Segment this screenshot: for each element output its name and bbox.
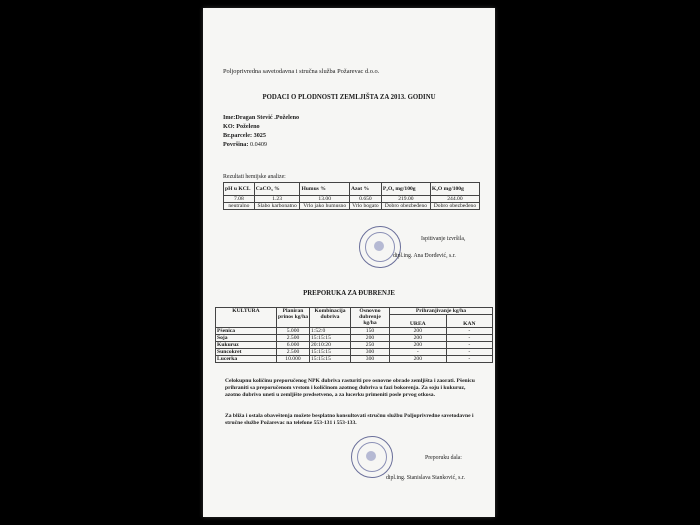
table-row: [216, 349, 493, 356]
urea-cell: -: [390, 349, 447, 356]
header-p2o5: P₂O₅ mg/100g: [381, 183, 430, 196]
table-row: [216, 335, 493, 342]
yield-cell: 10.000: [277, 356, 310, 363]
value-k2o: 244.00: [430, 196, 479, 203]
table-row: [216, 356, 493, 363]
analysis-caption: Rezultati hemijske analize:: [223, 174, 286, 180]
header-nitrogen: Azot %: [349, 183, 381, 196]
rating-nitrogen: Vrlo bogato: [349, 203, 381, 210]
owner-name-line: [223, 114, 299, 121]
header-combination: Kombinacija đubriva: [310, 308, 351, 328]
yield-cell: 2.500: [277, 335, 310, 342]
kan-cell: -: [446, 349, 492, 356]
yield-cell: 2.500: [277, 349, 310, 356]
official-stamp-icon: [359, 226, 401, 268]
area-label: Površina:: [223, 141, 249, 148]
rating-humus: Vrlo jako humusno: [300, 203, 350, 210]
lab-signature-name: dipl.ing. Ana Đorđević, s.r.: [393, 253, 456, 259]
value-caco3: 1.23: [254, 196, 300, 203]
kan-cell: -: [446, 356, 492, 363]
basic-cell: 300: [351, 349, 390, 356]
urea-cell: 200: [390, 328, 447, 335]
header-caco3: CaCO₃ %: [254, 183, 300, 196]
basic-cell: 150: [351, 328, 390, 335]
header-ph: pH u KCL: [224, 183, 255, 196]
area-line: [223, 141, 267, 148]
yield-cell: 5.000: [277, 328, 310, 335]
table-row-values: [224, 196, 480, 203]
combo-cell: 15:15:15: [310, 335, 351, 342]
recommendation-signature-label: Preporuku dala:: [425, 455, 462, 461]
culture-cell: Suncokret: [216, 349, 277, 356]
header-yield: Planiran prinos kg/ha: [277, 308, 310, 328]
kan-cell: -: [446, 342, 492, 349]
yield-cell: 6.000: [277, 342, 310, 349]
urea-cell: 200: [390, 342, 447, 349]
parcel-value: 3025: [253, 132, 266, 139]
table-header-row: [224, 183, 480, 196]
header-feeding: Prihranjivanje kg/ha: [390, 308, 493, 315]
table-row: [216, 328, 493, 335]
header-culture: KULTURA: [216, 308, 277, 328]
document-page: [203, 8, 495, 517]
rating-p2o5: Dobro obezbeđeno: [381, 203, 430, 210]
culture-cell: Kukuruz: [216, 342, 277, 349]
kan-cell: -: [446, 328, 492, 335]
basic-cell: 250: [351, 342, 390, 349]
value-humus: 13.00: [300, 196, 350, 203]
header-k2o: K₂O mg/100g: [430, 183, 479, 196]
lab-signature-label: Ispitivanje izvršila,: [421, 236, 466, 242]
fertilization-table: [215, 307, 493, 363]
culture-cell: Lucerka: [216, 356, 277, 363]
culture-cell: Pšenica: [216, 328, 277, 335]
value-p2o5: 219.00: [381, 196, 430, 203]
fertilization-note: Celokupnu količinu preporučenog NPK đubriva rasturiti pre osnovne obrade zemljišta i zaorati. Pšenicu prihraniti sa preporučenom vrstom i količinom azotnog đubriva u fazi bokorenja. Za soju i kukuruz, azotno đubrivo uneti u zemljište predsetveno, a za lucerku primeniti posle prvog otkosa.: [225, 378, 475, 398]
combo-cell: 15:15:15: [310, 349, 351, 356]
ko-value: Poželeno: [236, 123, 260, 130]
table-row-ratings: [224, 203, 480, 210]
combo-cell: 15:15:15: [310, 356, 351, 363]
parcel-line: [223, 132, 266, 139]
combo-cell: 20:10:20: [310, 342, 351, 349]
area-value: 0.0409: [249, 141, 267, 148]
organization-header: Poljoprivredna savetodavna i stručna služba Požarevac d.o.o.: [223, 68, 380, 75]
urea-cell: 200: [390, 335, 447, 342]
ko-label: KO:: [223, 123, 235, 130]
official-stamp-icon: [351, 436, 393, 478]
soil-analysis-table: [223, 182, 480, 210]
culture-cell: Soja: [216, 335, 277, 342]
header-humus: Humus %: [300, 183, 350, 196]
value-ph: 7.08: [224, 196, 255, 203]
ko-line: [223, 123, 260, 130]
recommendation-title: PREPORUKA ZA ĐUBRENJE: [303, 290, 395, 297]
header-urea: UREA: [390, 315, 447, 328]
urea-cell: 200: [390, 356, 447, 363]
owner-name: Dragan Stević .Poželeno: [235, 114, 300, 121]
parcel-label: Br.parcele:: [223, 132, 253, 139]
kan-cell: -: [446, 335, 492, 342]
owner-name-label: Ime:: [223, 114, 236, 121]
document-title: PODACI O PLODNOSTI ZEMLJIŠTA ZA 2013. GODINU: [262, 94, 436, 101]
recommendation-signature-name: dipl.ing. Stanislava Stanković, s.r.: [386, 475, 465, 481]
table-row: [216, 342, 493, 349]
rating-k2o: Dobro obezbeđeno: [430, 203, 479, 210]
table-header-row: [216, 308, 493, 315]
contact-note: Za bliža i ostala obaveštenja možete besplatno konsultovati stručnu službu Poljoprivredne savetodavne i stručne službe Požarevac na telefone 553-131 i 553-133.: [225, 413, 474, 426]
basic-cell: 200: [351, 335, 390, 342]
value-nitrogen: 0.650: [349, 196, 381, 203]
rating-caco3: Slabo karbonatno: [254, 203, 300, 210]
header-basic: Osnovno đubrenje kg/ha: [351, 308, 390, 328]
combo-cell: 1:52:0: [310, 328, 351, 335]
header-kan: KAN: [446, 315, 492, 328]
rating-ph: neutralno: [224, 203, 255, 210]
basic-cell: 300: [351, 356, 390, 363]
